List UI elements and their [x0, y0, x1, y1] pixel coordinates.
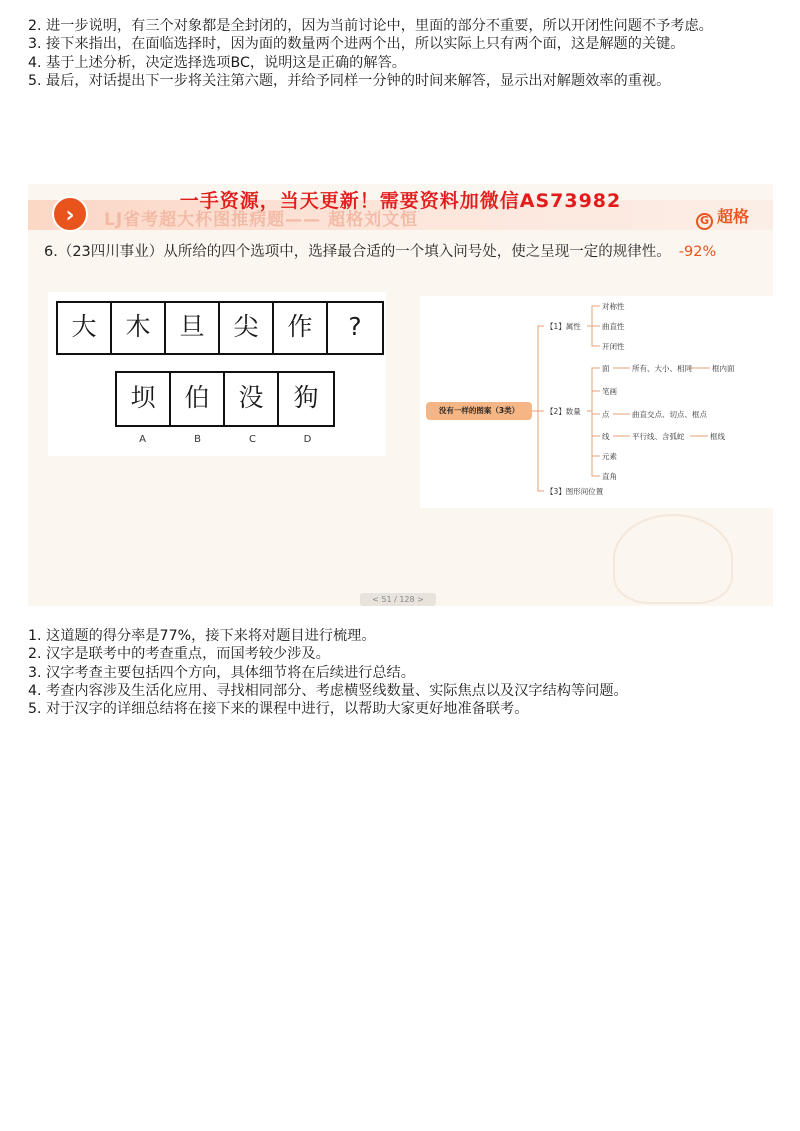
chevron-right-icon[interactable]: ›	[52, 196, 88, 232]
note-item: 5. 对于汉字的详细总结将在接下来的课程中进行，以帮助大家更好地准备联考。	[28, 701, 529, 718]
mindmap-detail: 平行线、含弧蛇	[632, 432, 685, 441]
option-d: 狗	[293, 383, 319, 412]
question-mark-cell: ?	[348, 312, 362, 341]
note-item: 4. 基于上述分析，决定选择选项BC，说明这是正确的解答。	[28, 54, 406, 71]
watermark-text: 一手资源，当天更新！需要资料加微信AS73982	[179, 190, 622, 212]
notes-top	[28, 17, 772, 90]
mindmap-branch-1: 【1】属性	[546, 322, 581, 331]
question-text	[44, 240, 716, 261]
brand-logo	[696, 204, 749, 230]
mindmap-branch-2: 【2】数量	[546, 407, 581, 416]
mindmap-leaf: 笔画	[602, 387, 617, 396]
option-letters	[115, 434, 335, 445]
puzzle-figure	[48, 292, 386, 456]
mindmap-detail: 曲直交点、切点、框点	[632, 410, 707, 419]
mindmap-leaf: 开闭性	[602, 342, 625, 351]
sequence-cell: 旦	[166, 303, 220, 353]
mindmap-leaf: 线	[602, 432, 610, 441]
option-letter: B	[194, 434, 201, 445]
note-item: 4. 考查内容涉及生活化应用、寻找相同部分、考虑横竖线数量、实际焦点以及汉字结构等问题。	[28, 682, 628, 699]
mindmap	[420, 296, 773, 508]
note-item: 3. 汉字考查主要包括四个方向，具体细节将在后续进行总结。	[28, 664, 415, 681]
logo-text: 超格	[716, 207, 749, 226]
puzzle-sequence	[56, 301, 384, 355]
mindmap-leaf: 对称性	[602, 302, 625, 311]
option-letter: C	[249, 434, 256, 445]
mindmap-root: 没有一样的图案（3类）	[426, 402, 532, 420]
sequence-cell: 木	[112, 303, 166, 353]
mindmap-leaf: 点	[602, 410, 610, 419]
answer-options	[115, 371, 335, 427]
banner-title: LJ省考超大杯图推病题—— 超格刘文恒	[104, 210, 419, 230]
note-item: 3. 接下来指出，在面临选择时，因为面的数量两个进两个出，所以实际上只有两个面，这是解题的关键。	[28, 36, 685, 53]
note-item: 1. 这道题的得分率是77%，接下来将对题目进行梳理。	[28, 628, 376, 644]
option-letter: A	[139, 434, 146, 445]
question-stem: 6.（23四川事业）从所给的四个选项中，选择最合适的一个填入问号处，使之呈现一定的规律性。	[44, 244, 671, 260]
mindmap-detail: 框内面	[712, 364, 735, 373]
mindmap-detail: 所有、大小、相同	[632, 364, 692, 373]
option-b: 伯	[171, 373, 225, 425]
sequence-cell: 尖	[220, 303, 274, 353]
error-rate: -92%	[678, 244, 717, 260]
option-a: 坝	[117, 373, 171, 425]
slide-screenshot	[28, 184, 773, 606]
g-logo-icon: G	[696, 213, 713, 230]
note-item: 5. 最后，对话提出下一步将关注第六题，并给予同样一分钟的时间来解答，显示出对解题效率的重视。	[28, 72, 671, 89]
sequence-cell: 大	[58, 303, 112, 353]
mindmap-branch-3: 【3】图形间位置	[546, 487, 604, 496]
mindmap-leaf: 曲直性	[602, 322, 625, 331]
mindmap-detail: 框线	[710, 432, 725, 441]
mindmap-leaf: 元素	[602, 452, 617, 461]
mascot-illustration	[613, 514, 733, 604]
note-item: 2. 进一步说明，有三个对象都是全封闭的，因为当前讨论中，里面的部分不重要，所以开闭性问题不予考虑。	[28, 18, 713, 34]
note-item: 2. 汉字是联考中的考查重点，而国考较少涉及。	[28, 646, 330, 663]
slide-pager[interactable]: < 51 / 128 >	[360, 593, 436, 606]
sequence-cell: 作	[274, 303, 328, 353]
notes-bottom	[28, 627, 772, 718]
mindmap-leaf: 直角	[602, 472, 617, 481]
option-c: 没	[225, 373, 279, 425]
mindmap-leaf: 面	[602, 364, 610, 373]
option-letter: D	[303, 434, 312, 445]
